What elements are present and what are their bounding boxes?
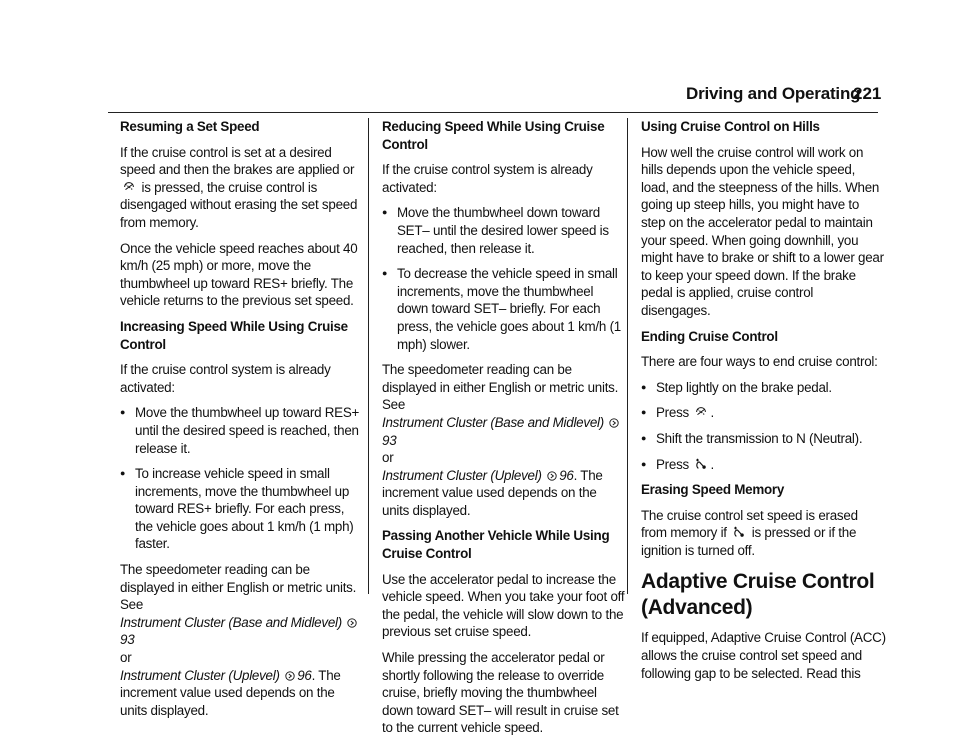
cross-reference-link[interactable]: Instrument Cluster (Uplevel)	[120, 667, 280, 683]
column-3	[641, 118, 886, 690]
subheading: Increasing Speed While Using Cruise Control	[120, 318, 348, 352]
column-divider	[627, 118, 628, 594]
cruise-on-off-icon	[694, 457, 708, 471]
bullet-item: ● Shift the transmission to N (Neutral).	[641, 430, 886, 448]
paragraph: Use the accelerator pedal to increase the vehicle speed. When you take your foot off the pedal, the vehicle will slow down to the previous set cruise speed.	[382, 571, 625, 640]
bullet-item	[641, 456, 886, 474]
paragraph: There are four ways to end cruise control:	[641, 354, 878, 370]
paragraph	[120, 144, 365, 232]
header-rule	[108, 112, 878, 113]
reference-page[interactable]: 93	[382, 432, 397, 448]
bullet-item: ● Move the thumbwheel up toward RES+ until the desired speed is reached, then release it.	[120, 404, 365, 457]
subheading: Erasing Speed Memory	[641, 482, 785, 498]
text: Press	[656, 405, 689, 421]
text: The speedometer reading can be displayed in either English or metric units. See	[382, 362, 619, 413]
text: or	[382, 450, 394, 466]
paragraph	[120, 561, 365, 719]
section-title: Driving and Operating	[686, 84, 861, 103]
text: Press	[656, 456, 689, 472]
cruise-on-off-icon	[732, 525, 746, 539]
paragraph: If the cruise control system is already activated:	[382, 162, 593, 195]
text: or	[120, 650, 132, 666]
text: is pressed, the cruise control is disengaged without erasing the set speed from memory.	[120, 179, 358, 230]
paragraph: If the cruise control system is already activated:	[120, 362, 331, 395]
cross-reference-link[interactable]: Instrument Cluster (Base and Midlevel)	[120, 614, 342, 630]
cancel-cruise-icon	[694, 405, 708, 419]
subheading: Passing Another Vehicle While Using Cruise Control	[382, 528, 610, 562]
paragraph	[382, 361, 627, 519]
paragraph: While pressing the accelerator pedal or shortly following the release to override cruise, briefly moving the thumbwheel down toward SET– will result in cruise set to the current vehicle speed.	[382, 650, 619, 736]
text: The speedometer reading can be displayed in either English or metric units. See	[120, 562, 357, 613]
subheading: Reducing Speed While Using Cruise Control	[382, 119, 605, 152]
text: .	[710, 456, 714, 472]
reference-page[interactable]: 96	[297, 667, 312, 683]
text: . The increment value used depends on the units displayed.	[382, 467, 603, 518]
page-reference-arrow-icon	[347, 618, 357, 628]
paragraph: How well the cruise control will work on hills depends upon the vehicle speed, load, and the steepness of the hills. When going up steep hills, you might have to step on the accelerator pedal to maintain your speed. When going downhill, you might have to brake or shift to a lower gear to keep your speed down. If the brake pedal is applied, cruise control disengages.	[641, 144, 884, 318]
cross-reference-link[interactable]: Instrument Cluster (Base and Midlevel)	[382, 414, 604, 430]
paragraph	[641, 507, 886, 560]
text: The cruise control set speed is erased from memory if	[641, 507, 858, 541]
bullet-item: ● Step lightly on the brake pedal.	[641, 379, 886, 397]
column-1	[120, 118, 365, 727]
text: .	[710, 405, 714, 421]
reference-page[interactable]: 93	[120, 632, 135, 648]
subheading: Ending Cruise Control	[641, 328, 778, 344]
section-heading: Adaptive Cruise Control (Advanced)	[641, 570, 875, 620]
paragraph: If equipped, Adaptive Cruise Control (ACC) allows the cruise control set speed and following gap to be selected. Read this	[641, 630, 886, 681]
page-reference-arrow-icon	[609, 418, 619, 428]
bullet-item: ● To increase vehicle speed in small increments, move the thumbwheel up toward RES+ briefly. For each press, the vehicle goes about 1 km/h (1 mph) faster.	[120, 465, 365, 553]
subheading: Resuming a Set Speed	[120, 119, 260, 134]
bullet-item: ● To decrease the vehicle speed in small increments, move the thumbwheel down toward SET– briefly. For each press, the vehicle goes about 1 km/h (1 mph) slower.	[382, 265, 627, 353]
page-reference-arrow-icon	[547, 471, 557, 481]
page-reference-arrow-icon	[285, 671, 295, 681]
column-divider	[368, 118, 369, 594]
column-2	[382, 118, 627, 745]
text: is pressed or if the ignition is turned off.	[641, 525, 857, 558]
cancel-cruise-icon	[122, 180, 136, 194]
text: If the cruise control is set at a desired speed and then the brakes are applied or	[120, 144, 355, 178]
page-number: 221	[853, 84, 882, 103]
bullet-item	[641, 404, 886, 422]
bullet-item: ● Move the thumbwheel down toward SET– until the desired lower speed is reached, then release it.	[382, 204, 627, 257]
reference-page[interactable]: 96	[559, 467, 574, 483]
text: . The increment value used depends on the units displayed.	[120, 667, 341, 718]
paragraph: Once the vehicle speed reaches about 40 km/h (25 mph) or more, move the thumbwheel up toward RES+ briefly. The vehicle returns to the previous set speed.	[120, 240, 358, 309]
subheading: Using Cruise Control on Hills	[641, 119, 820, 134]
cross-reference-link[interactable]: Instrument Cluster (Uplevel)	[382, 467, 542, 483]
